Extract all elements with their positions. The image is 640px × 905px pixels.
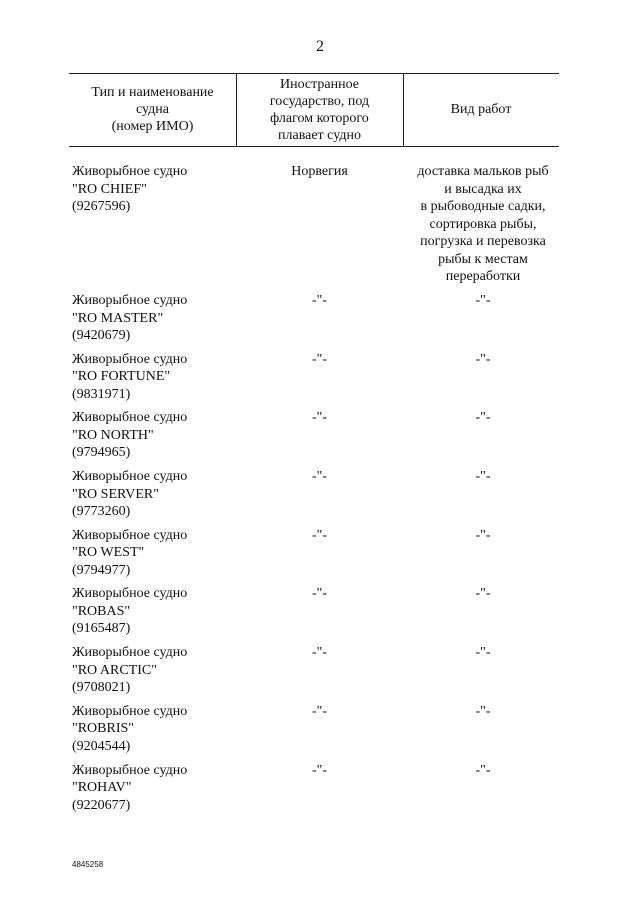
flag-state-cell: -"- [311, 762, 328, 778]
vessel-cell: Живорыбное судно "RO CHIEF" (9267596) [72, 164, 188, 214]
flag-state-cell: -"- [311, 703, 328, 719]
table-row [0, 292, 640, 351]
work-type-cell: -"- [475, 527, 491, 543]
work-type-cell: -"- [475, 645, 491, 661]
vessel-cell: Живорыбное судно "RO FORTUNE" (9831971) [72, 351, 188, 402]
work-type-cell: -"- [475, 703, 491, 719]
flag-state-cell: -"- [311, 469, 328, 485]
work-type-cell: -"- [475, 762, 491, 778]
vessel-cell: Живорыбное судно "RO WEST" (9794977) [72, 527, 188, 578]
vessel-cell: Живорыбное судно "RO NORTH" (9794965) [72, 410, 188, 461]
vessel-cell: Живорыбное судно "RO SERVER" (9773260) [72, 469, 188, 520]
table-header-bottom-rule [69, 146, 559, 147]
work-type-cell: -"- [475, 351, 491, 367]
work-type-cell: доставка мальков рыб и высадка их в рыбоводные садки, сортировка рыбы, погрузка и перевозка рыбы к местам переработки [417, 164, 549, 284]
work-type-cell: -"- [475, 293, 491, 308]
table-row [0, 585, 640, 644]
page-number: 2 [316, 38, 324, 55]
header-vessel-type-name: Тип и наименование судна (номер ИМО) [91, 85, 214, 134]
table-row [0, 644, 640, 703]
vessel-cell: Живорыбное судно "ROBRIS" (9204544) [72, 703, 188, 754]
vessel-cell: Живорыбное судно "RO ARCTIC" (9708021) [72, 645, 188, 696]
work-type-cell: -"- [475, 410, 491, 426]
table-row [0, 468, 640, 527]
vessel-cell: Живорыбное судно "ROHAV" (9220677) [72, 762, 188, 813]
flag-state-cell: Норвегия [291, 164, 348, 179]
flag-state-cell: -"- [311, 293, 328, 308]
vessel-cell: Живорыбное судно "ROBAS" (9165487) [72, 586, 188, 637]
vessel-cell: Живорыбное судно "RO MASTER" (9420679) [72, 293, 188, 343]
flag-state-cell: -"- [311, 351, 328, 367]
flag-state-cell: -"- [311, 410, 328, 426]
table-row [0, 351, 640, 410]
header-flag-state: Иностранное государство, под флагом которого плавает судно [269, 76, 370, 143]
document-code: 4845258 [72, 860, 104, 869]
work-type-cell: -"- [475, 586, 491, 602]
table-body [0, 163, 640, 820]
table-row [0, 163, 640, 292]
table-row [0, 527, 640, 586]
flag-state-cell: -"- [311, 527, 328, 543]
flag-state-cell: -"- [311, 645, 328, 661]
table-row [0, 762, 640, 821]
table-row [0, 703, 640, 762]
flag-state-cell: -"- [311, 586, 328, 602]
work-type-cell: -"- [475, 469, 491, 485]
table-row [0, 409, 640, 468]
header-work-type: Вид работ [450, 102, 512, 117]
